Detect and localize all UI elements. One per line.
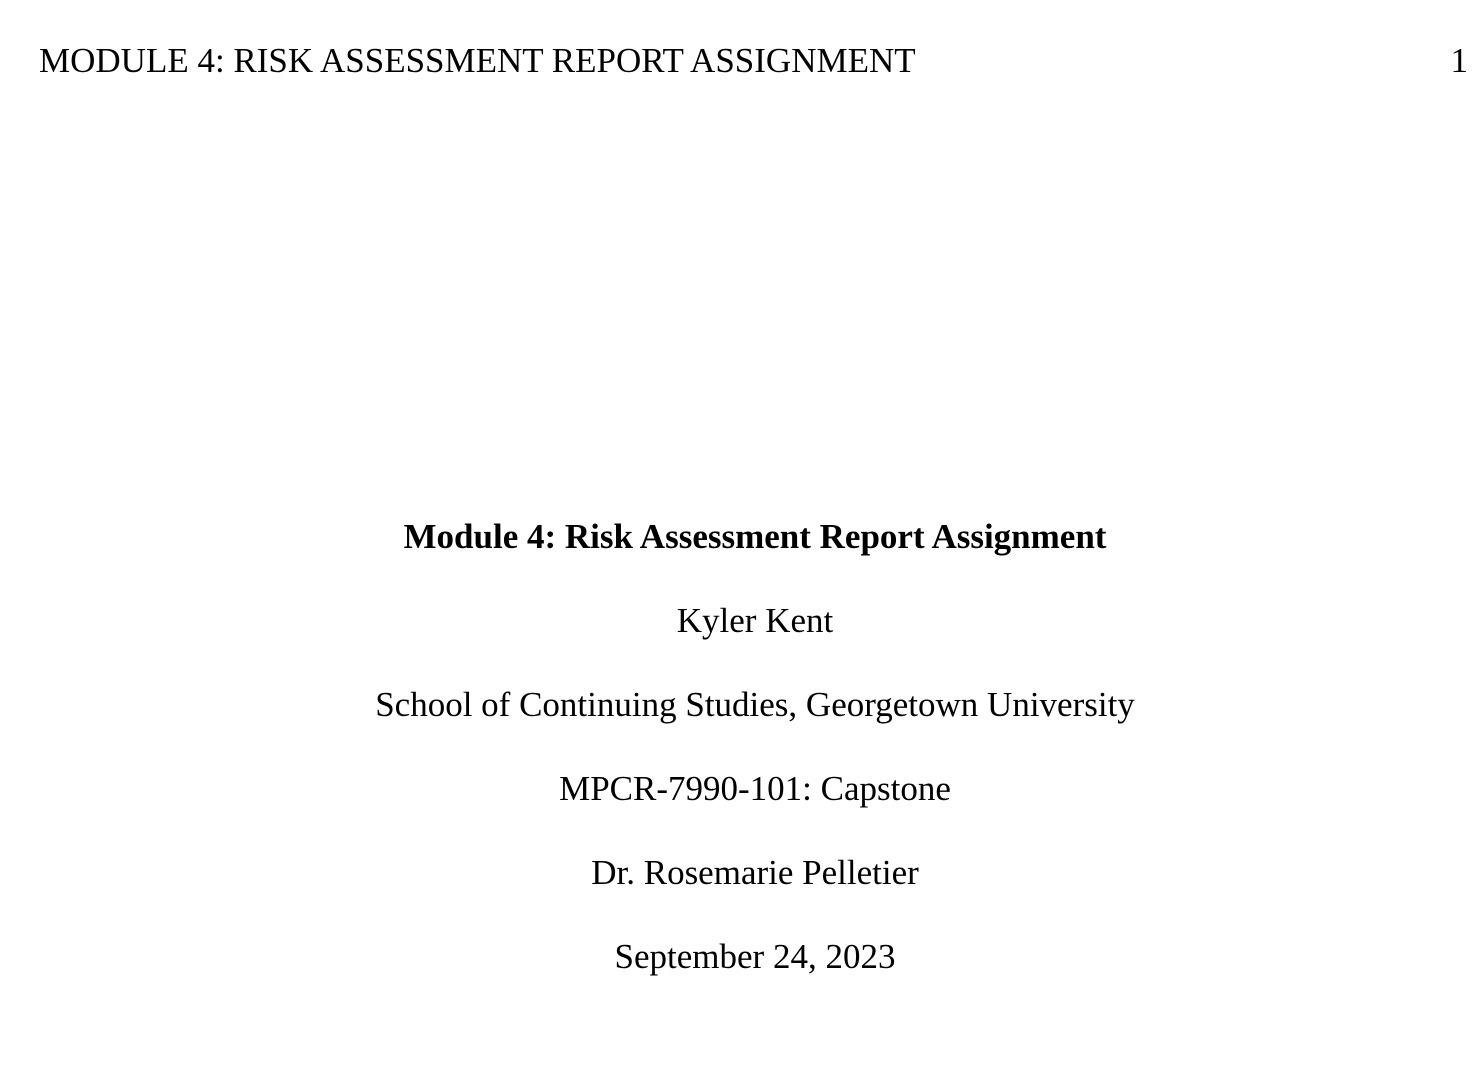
course-name: MPCR-7990-101: Capstone [559, 769, 951, 808]
title-block [0, 516, 1482, 978]
instructor-name: Dr. Rosemarie Pelletier [591, 853, 919, 892]
affiliation: School of Continuing Studies, Georgetown University [375, 685, 1135, 724]
running-head: MODULE 4: RISK ASSESSMENT REPORT ASSIGNMENT [39, 41, 916, 80]
page-number: 1 [1450, 41, 1468, 80]
author-name: Kyler Kent [676, 601, 834, 640]
due-date: September 24, 2023 [614, 937, 896, 976]
paper-title: Module 4: Risk Assessment Report Assignment [403, 517, 1107, 556]
